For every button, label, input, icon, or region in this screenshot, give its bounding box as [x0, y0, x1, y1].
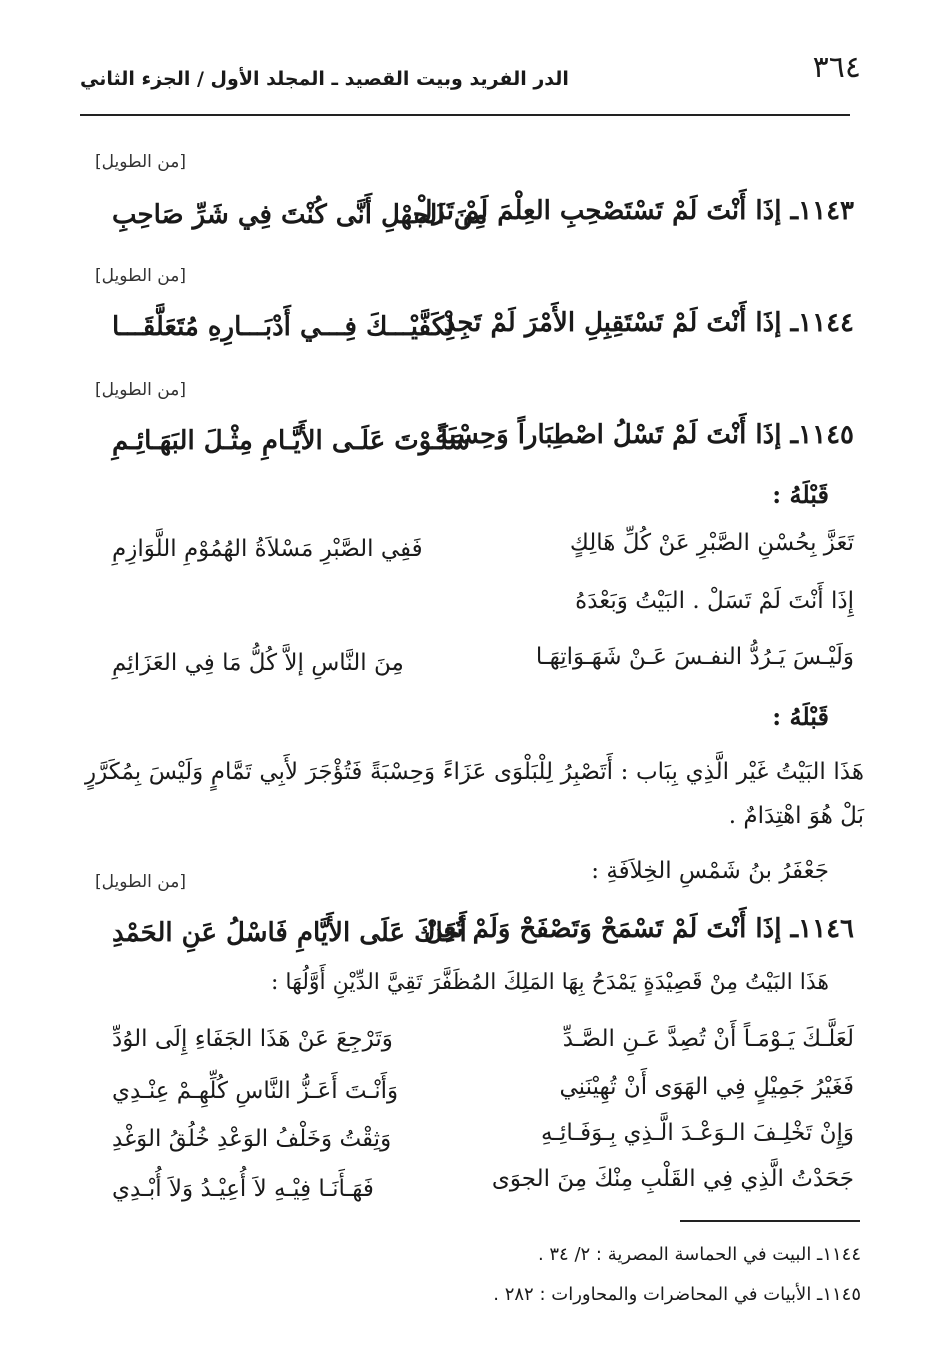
verse-hemistich: إذَا أَنْتَ لَمْ تَسْلُ اصْطِبَاراً وَحِسْبَةً [435, 420, 782, 450]
poem-line-3-first: وَإِنْ تَخْلِـفَ الـوَعْـدَ الَّـذِي بِـوَفَـائِـهِ [540, 1120, 854, 1146]
verse-1144-second: لِكَفَّيْـــكَ فِـــي أَدْبَـــارِهِ مُتَعَلَّقَـــا [112, 312, 454, 342]
verse-number: ١١٤٤ـ [790, 308, 854, 338]
meter-label: [من الطويل] [95, 872, 186, 892]
header-rule [80, 114, 850, 116]
verse-1146-second: أَخَاكَ عَلَى الأَيَّامِ فَاسْلُ عَنِ الحَمْدِ [112, 918, 467, 948]
qablahu-label: قَبْلَهُ : [772, 480, 829, 509]
page-number: ٣٦٤ [812, 50, 861, 85]
verse-number: ١١٤٣ـ [790, 196, 854, 226]
verse-hemistich: إذَا أَنْتَ لَمْ تَسْمَحْ وَتَصْفَحْ وَلَمْ تُعِنْ [424, 914, 782, 944]
verse-hemistich: إذَا أَنْتَ لَمْ تَسْتَقِبِلِ الأَمْرَ لَمْ تَجِدْ [443, 308, 782, 338]
poem-line-2-second: وَأَنْـتَ أَعَـزُّ النَّاسِ كُلِّهِـمْ عِنْـدِي [112, 1078, 399, 1104]
poem-line-4-second: فَهَـأَنَـا فِيْـهِ لاَ أُعِيْـدُ وَلاَ أُبْـدِي [112, 1176, 374, 1202]
footnote: ١١٤٥ـ الأبيات في المحاضرات والمحاورات : ٢٨٢ . [493, 1284, 861, 1305]
verse-a-first: تَعَزَّ بِحُسْنِ الصَّبْرِ عَنْ كُلِّ هَالِكٍ [569, 530, 854, 556]
poem-line-2-first: فَغَيْرُ جَمِيْلٍ فِي الهَوَى أَنْ تُهِيْنَنِي [559, 1074, 854, 1100]
poem-line-3-second: وَثِقْتُ وَخَلْفُ الوَعْدِ خُلُقُ الوَغْدِ [112, 1126, 392, 1152]
verse-1146-first [424, 914, 854, 944]
verse-1145-first [435, 420, 854, 450]
footnote: ١١٤٤ـ البيت في الحماسة المصرية : ٢/ ٣٤ . [537, 1244, 861, 1265]
verse-number: ١١٤٦ـ [790, 914, 854, 944]
meter-label: [من الطويل] [95, 152, 186, 172]
qablahu-label: قَبْلَهُ : [772, 702, 829, 731]
verse-1145-second: سَلَـوْتَ عَلَـى الأَيَّـامِ مِثْـلَ البَهَـائِـمِ [112, 426, 471, 456]
meter-label: [من الطويل] [95, 266, 186, 286]
verse-b-first: وَلَيْـسَ يَـرُدُّ النفـسَ عَـنْ شَهَـوَاتِهَـا [535, 644, 854, 670]
verse-1144-first [444, 308, 854, 338]
verse-1143-second: مِنَ الجهْلِ أَنَّى كُنْتَ فِي شَرِّ صَاحِبِ [112, 200, 488, 230]
verse-hemistich: إذَا أَنْتَ لَمْ تَسْتَصْحِبِ العِلْمَ لَمْ تَزَلْ [413, 196, 782, 226]
footnote-rule [680, 1220, 860, 1222]
poet-name: جَعْفَرُ بنُ شَمْسِ الخِلاَفَةِ : [591, 858, 829, 884]
verse-a-second: فَفِي الصَّبْرِ مَسْلاَةُ الهُمُوْمِ اللَّوَازِمِ [112, 536, 423, 562]
commentary-paragraph: هَذَا البَيْتُ غَيْر الَّذِي بِبَاب : أَتَصْبِرُ لِلْبَلْوَى عَزَاءً وَحِسْبَةً فَتُؤْجَرَ لأَبِي تَمَّامٍ وَلَيْسَ بِمُكَرَّرٍ بَلْ هُوَ اهْتِدَامٌ . [85, 759, 864, 829]
meter-label: [من الطويل] [95, 380, 186, 400]
verse-b-second: مِنَ النَّاسِ إلاَّ كُلُّ مَا فِي العَزَائِمِ [112, 650, 404, 676]
poem-line-1-first: لَعَلَّـكَ يَـوْمَـاً أَنْ تُصِدَّ عَـنِ الصَّـدِّ [562, 1026, 854, 1052]
commentary-paragraph: هَذَا البَيْتُ مِنْ قَصِيْدَةٍ يَمْدَحُ بِهَا المَلِكَ المُظَفَّرَ تَقِيَّ الدِّيْنِ أَوَّلُهَا : [270, 970, 829, 995]
poem-line-4-first: جَحَدْتُ الَّذِي فِي القَلْبِ مِنْكَ مِنَ الجوَى [491, 1166, 854, 1192]
note-line: إِذَا أَنْتَ لَمْ تَسَلْ . البَيْتُ وَبَعْدَهُ [575, 588, 854, 614]
verse-number: ١١٤٥ـ [790, 420, 854, 450]
running-title: الدر الفريد وبيت القصيد ـ المجلد الأول / الجزء الثاني [80, 68, 569, 90]
poem-line-1-second: وَتَرْجِعَ عَنْ هَذَا الجَفَاءِ إِلَى الوُدِّ [112, 1026, 393, 1052]
